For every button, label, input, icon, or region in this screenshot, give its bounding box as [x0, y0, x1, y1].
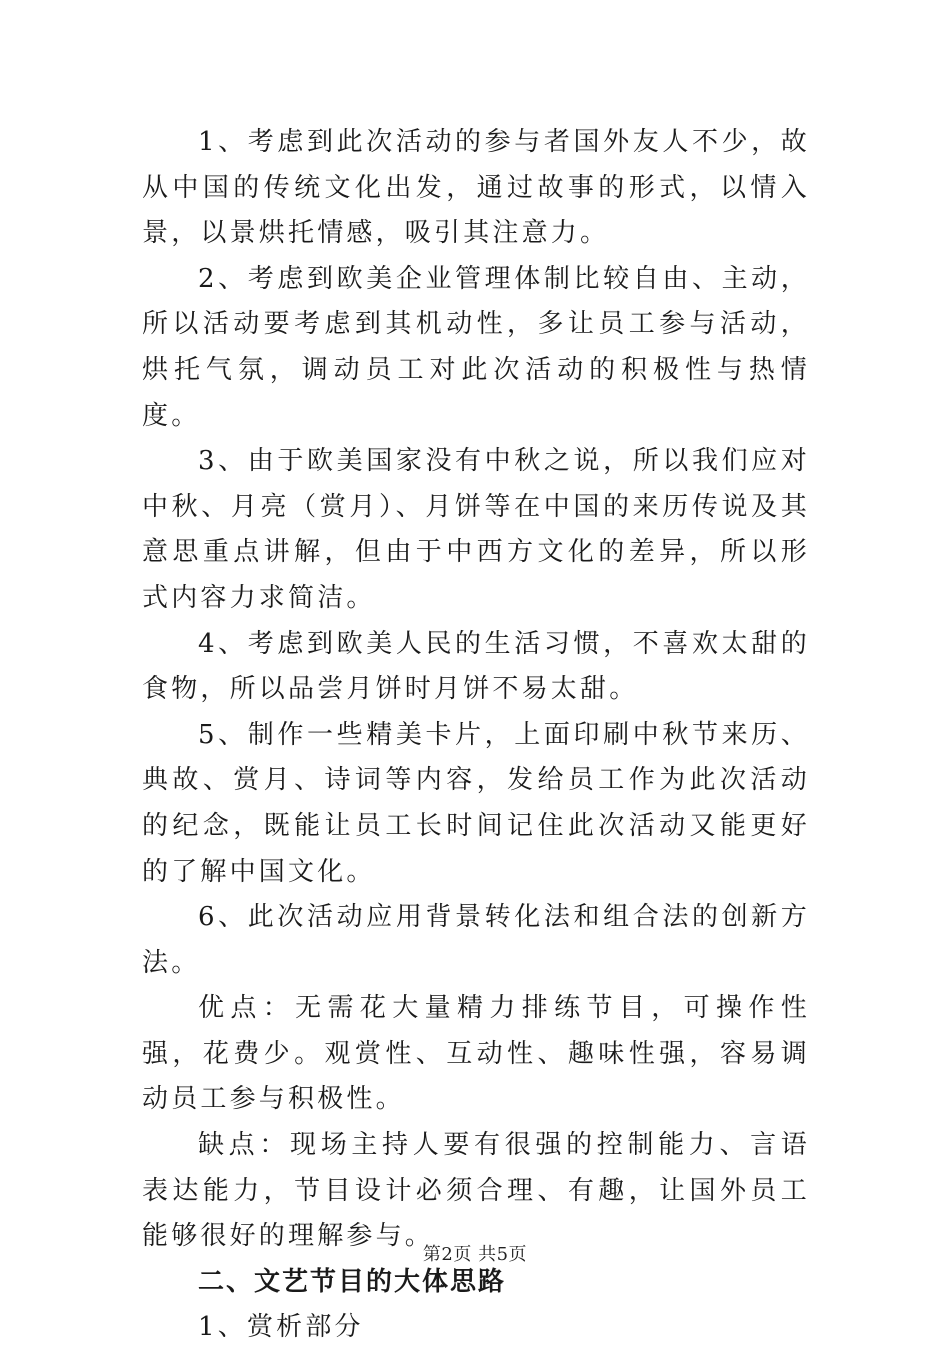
paragraph-2: 2、考虑到欧美企业管理体制比较自由、主动，所以活动要考虑到其机动性，多让员工参与活动，烘托气氛，调动员工对此次活动的积极性与热情度。 — [142, 263, 810, 431]
subsection-heading: 1、赏析部分 — [198, 1312, 364, 1343]
disadvantages-paragraph: 缺点：现场主持人要有很强的控制能力、言语表达能力，节目设计必须合理、有趣，让国外员工能够很好的理解参与。 — [142, 1130, 810, 1252]
paragraph-4: 4、考虑到欧美人民的生活习惯，不喜欢太甜的食物，所以品尝月饼时月饼不易太甜。 — [142, 628, 810, 705]
advantages-paragraph: 优点：无需花大量精力排练节目，可操作性强，花费少。观赏性、互动性、趣味性强，容易调动员工参与积极性。 — [142, 993, 810, 1115]
body-text — [142, 120, 810, 1351]
page-number-footer: 第2页 共5页 — [422, 1244, 528, 1265]
paragraph-1: 1、考虑到此次活动的参与者国外友人不少，故从中国的传统文化出发，通过故事的形式，以情入景，以景烘托情感，吸引其注意力。 — [142, 127, 810, 249]
paragraph-5: 5、制作一些精美卡片，上面印刷中秋节来历、典故、赏月、诗词等内容，发给员工作为此次活动的纪念，既能让员工长时间记住此次活动又能更好的了解中国文化。 — [142, 719, 810, 887]
section-heading: 二、文艺节目的大体思路 — [198, 1266, 507, 1297]
paragraph-3: 3、由于欧美国家没有中秋之说，所以我们应对中秋、月亮（赏月）、月饼等在中国的来历传说及其意思重点讲解，但由于中西方文化的差异，所以形式内容力求简洁。 — [142, 446, 810, 613]
paragraph-6: 6、此次活动应用背景转化法和组合法的创新方法。 — [142, 902, 810, 978]
